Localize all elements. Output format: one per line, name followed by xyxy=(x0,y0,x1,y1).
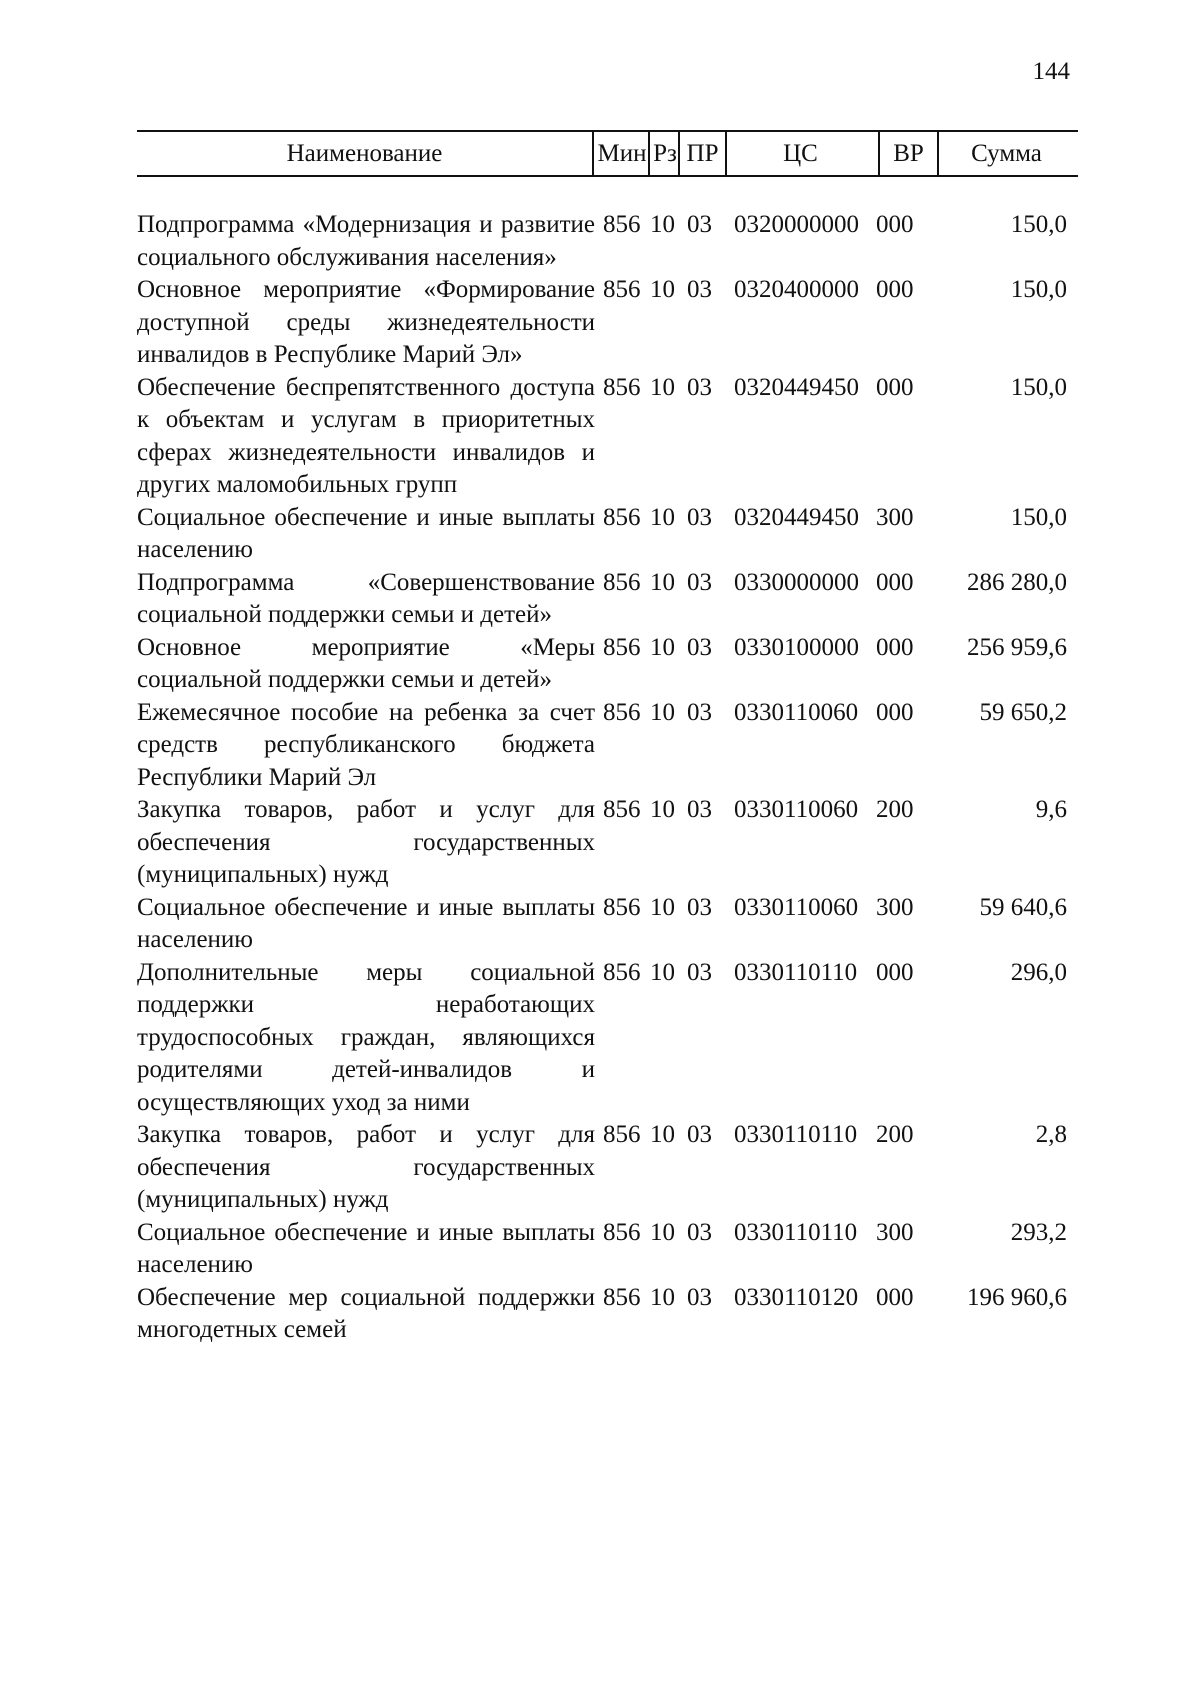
cell-vr: 000 xyxy=(876,211,914,238)
cell-sum: 293,2 xyxy=(1010,1218,1067,1246)
table-body xyxy=(137,209,1097,1347)
cell-name: Подпрограмма «Модернизация и развитие социального обслуживания населения» xyxy=(137,211,595,271)
cell-sum: 150,0 xyxy=(1010,276,1067,303)
cell-name: Ежемесячное пособие на ребенка за счет средств республиканского бюджета Республики Марий Эл xyxy=(137,698,595,791)
cell-vr: 300 xyxy=(876,1218,914,1246)
header-min: Мин xyxy=(592,132,650,175)
cell-name: Обеспечение мер социальной поддержки многодетных семей xyxy=(137,1283,595,1343)
cell-cs: 0320000000 xyxy=(734,211,859,238)
cell-min: 856 xyxy=(603,958,641,986)
cell-pr: 03 xyxy=(687,633,712,661)
cell-pr: 03 xyxy=(687,958,712,986)
table-row xyxy=(137,1282,1097,1347)
cell-name: Закупка товаров, работ и услуг для обеспечения государственных (муниципальных) нужд xyxy=(137,1121,595,1213)
cell-cs: 0330100000 xyxy=(734,633,859,661)
table-row xyxy=(137,1119,1097,1217)
cell-pr: 03 xyxy=(687,373,712,401)
cell-name: Подпрограмма «Совершенствование социальной поддержки семьи и детей» xyxy=(137,568,595,628)
cell-name: Обеспечение беспрепятственного доступа к объектам и услугам в приоритетных сферах жизнедеятельности инвалидов и других маломобильных групп xyxy=(137,373,595,498)
cell-sum: 150,0 xyxy=(1010,211,1067,238)
cell-rz: 10 xyxy=(650,211,675,238)
cell-sum: 150,0 xyxy=(1010,503,1067,531)
cell-pr: 03 xyxy=(687,503,712,531)
cell-pr: 03 xyxy=(687,568,712,596)
header-pr: ПР xyxy=(678,132,727,175)
cell-cs: 0330110110 xyxy=(734,1121,858,1148)
cell-sum: 2,8 xyxy=(1035,1121,1067,1148)
cell-pr: 03 xyxy=(687,1218,712,1246)
cell-min: 856 xyxy=(603,373,641,401)
cell-name: Социальное обеспечение и иные выплаты населению xyxy=(137,1218,595,1278)
table-row xyxy=(137,502,1097,567)
cell-cs: 0320449450 xyxy=(734,373,859,401)
cell-cs: 0330110060 xyxy=(734,796,859,823)
table-row xyxy=(137,794,1097,892)
table-header xyxy=(137,130,1078,177)
cell-min: 856 xyxy=(603,1283,641,1311)
cell-sum: 286 280,0 xyxy=(967,568,1067,596)
table-row xyxy=(137,697,1097,795)
header-name: Наименование xyxy=(286,140,443,167)
cell-name: Социальное обеспечение и иные выплаты населению xyxy=(137,503,595,563)
table-row xyxy=(137,372,1097,502)
cell-vr: 200 xyxy=(876,1121,914,1148)
cell-min: 856 xyxy=(603,503,641,531)
cell-name: Основное мероприятие «Формирование доступной среды жизнедеятельности инвалидов в Республике Марий Эл» xyxy=(137,276,595,368)
cell-sum: 256 959,6 xyxy=(967,633,1067,661)
cell-vr: 000 xyxy=(876,1283,914,1311)
cell-rz: 10 xyxy=(650,1218,675,1246)
cell-cs: 0330110110 xyxy=(734,958,858,986)
cell-min: 856 xyxy=(603,893,641,921)
cell-vr: 000 xyxy=(876,373,914,401)
table-row xyxy=(137,1217,1097,1282)
cell-rz: 10 xyxy=(650,1121,675,1148)
cell-min: 856 xyxy=(603,1121,641,1148)
cell-vr: 000 xyxy=(876,633,914,661)
cell-cs: 0330110110 xyxy=(734,1218,858,1246)
page-number: 144 xyxy=(1032,58,1070,85)
cell-sum: 59 640,6 xyxy=(979,893,1067,921)
table-row xyxy=(137,209,1097,274)
cell-rz: 10 xyxy=(650,796,675,823)
cell-rz: 10 xyxy=(650,958,675,986)
cell-pr: 03 xyxy=(687,1283,712,1311)
table-row xyxy=(137,892,1097,957)
cell-min: 856 xyxy=(603,211,641,238)
cell-sum: 9,6 xyxy=(1035,796,1067,823)
header-rz: Рз xyxy=(648,132,680,175)
header-vr: ВР xyxy=(878,132,939,175)
cell-sum: 59 650,2 xyxy=(979,698,1067,726)
table-row xyxy=(137,957,1097,1120)
cell-min: 856 xyxy=(603,1218,641,1246)
cell-cs: 0330110060 xyxy=(734,698,859,726)
cell-pr: 03 xyxy=(687,698,712,726)
cell-cs: 0330110120 xyxy=(734,1283,859,1311)
cell-vr: 300 xyxy=(876,503,914,531)
cell-sum: 296,0 xyxy=(1010,958,1067,986)
cell-rz: 10 xyxy=(650,1283,675,1311)
cell-sum: 150,0 xyxy=(1010,373,1067,401)
cell-name: Закупка товаров, работ и услуг для обеспечения государственных (муниципальных) нужд xyxy=(137,796,595,888)
cell-vr: 200 xyxy=(876,796,914,823)
cell-name: Основное мероприятие «Меры социальной поддержки семьи и детей» xyxy=(137,633,595,693)
cell-vr: 000 xyxy=(876,276,914,303)
cell-vr: 300 xyxy=(876,893,914,921)
cell-min: 856 xyxy=(603,698,641,726)
header-cs: ЦС xyxy=(783,140,818,167)
cell-rz: 10 xyxy=(650,698,675,726)
cell-rz: 10 xyxy=(650,568,675,596)
cell-pr: 03 xyxy=(687,893,712,921)
cell-vr: 000 xyxy=(876,958,914,986)
cell-cs: 0320449450 xyxy=(734,503,859,531)
cell-pr: 03 xyxy=(687,211,712,238)
cell-pr: 03 xyxy=(687,796,712,823)
cell-pr: 03 xyxy=(687,276,712,303)
cell-vr: 000 xyxy=(876,698,914,726)
cell-sum: 196 960,6 xyxy=(967,1283,1067,1311)
cell-rz: 10 xyxy=(650,893,675,921)
cell-rz: 10 xyxy=(650,633,675,661)
cell-rz: 10 xyxy=(650,373,675,401)
cell-min: 856 xyxy=(603,633,641,661)
cell-name: Социальное обеспечение и иные выплаты населению xyxy=(137,893,595,953)
cell-rz: 10 xyxy=(650,276,675,303)
cell-cs: 0330000000 xyxy=(734,568,859,596)
header-sum: Сумма xyxy=(971,140,1042,167)
cell-pr: 03 xyxy=(687,1121,712,1148)
table-row xyxy=(137,632,1097,697)
cell-min: 856 xyxy=(603,568,641,596)
cell-cs: 0320400000 xyxy=(734,276,859,303)
cell-cs: 0330110060 xyxy=(734,893,859,921)
cell-name: Дополнительные меры социальной поддержки неработающих трудоспособных граждан, являющихся родителями детей-инвалидов и осуществляющих уход за ними xyxy=(137,958,595,1116)
table-row xyxy=(137,274,1097,372)
cell-rz: 10 xyxy=(650,503,675,531)
table-row xyxy=(137,567,1097,632)
cell-min: 856 xyxy=(603,796,641,823)
cell-vr: 000 xyxy=(876,568,914,596)
cell-min: 856 xyxy=(603,276,641,303)
